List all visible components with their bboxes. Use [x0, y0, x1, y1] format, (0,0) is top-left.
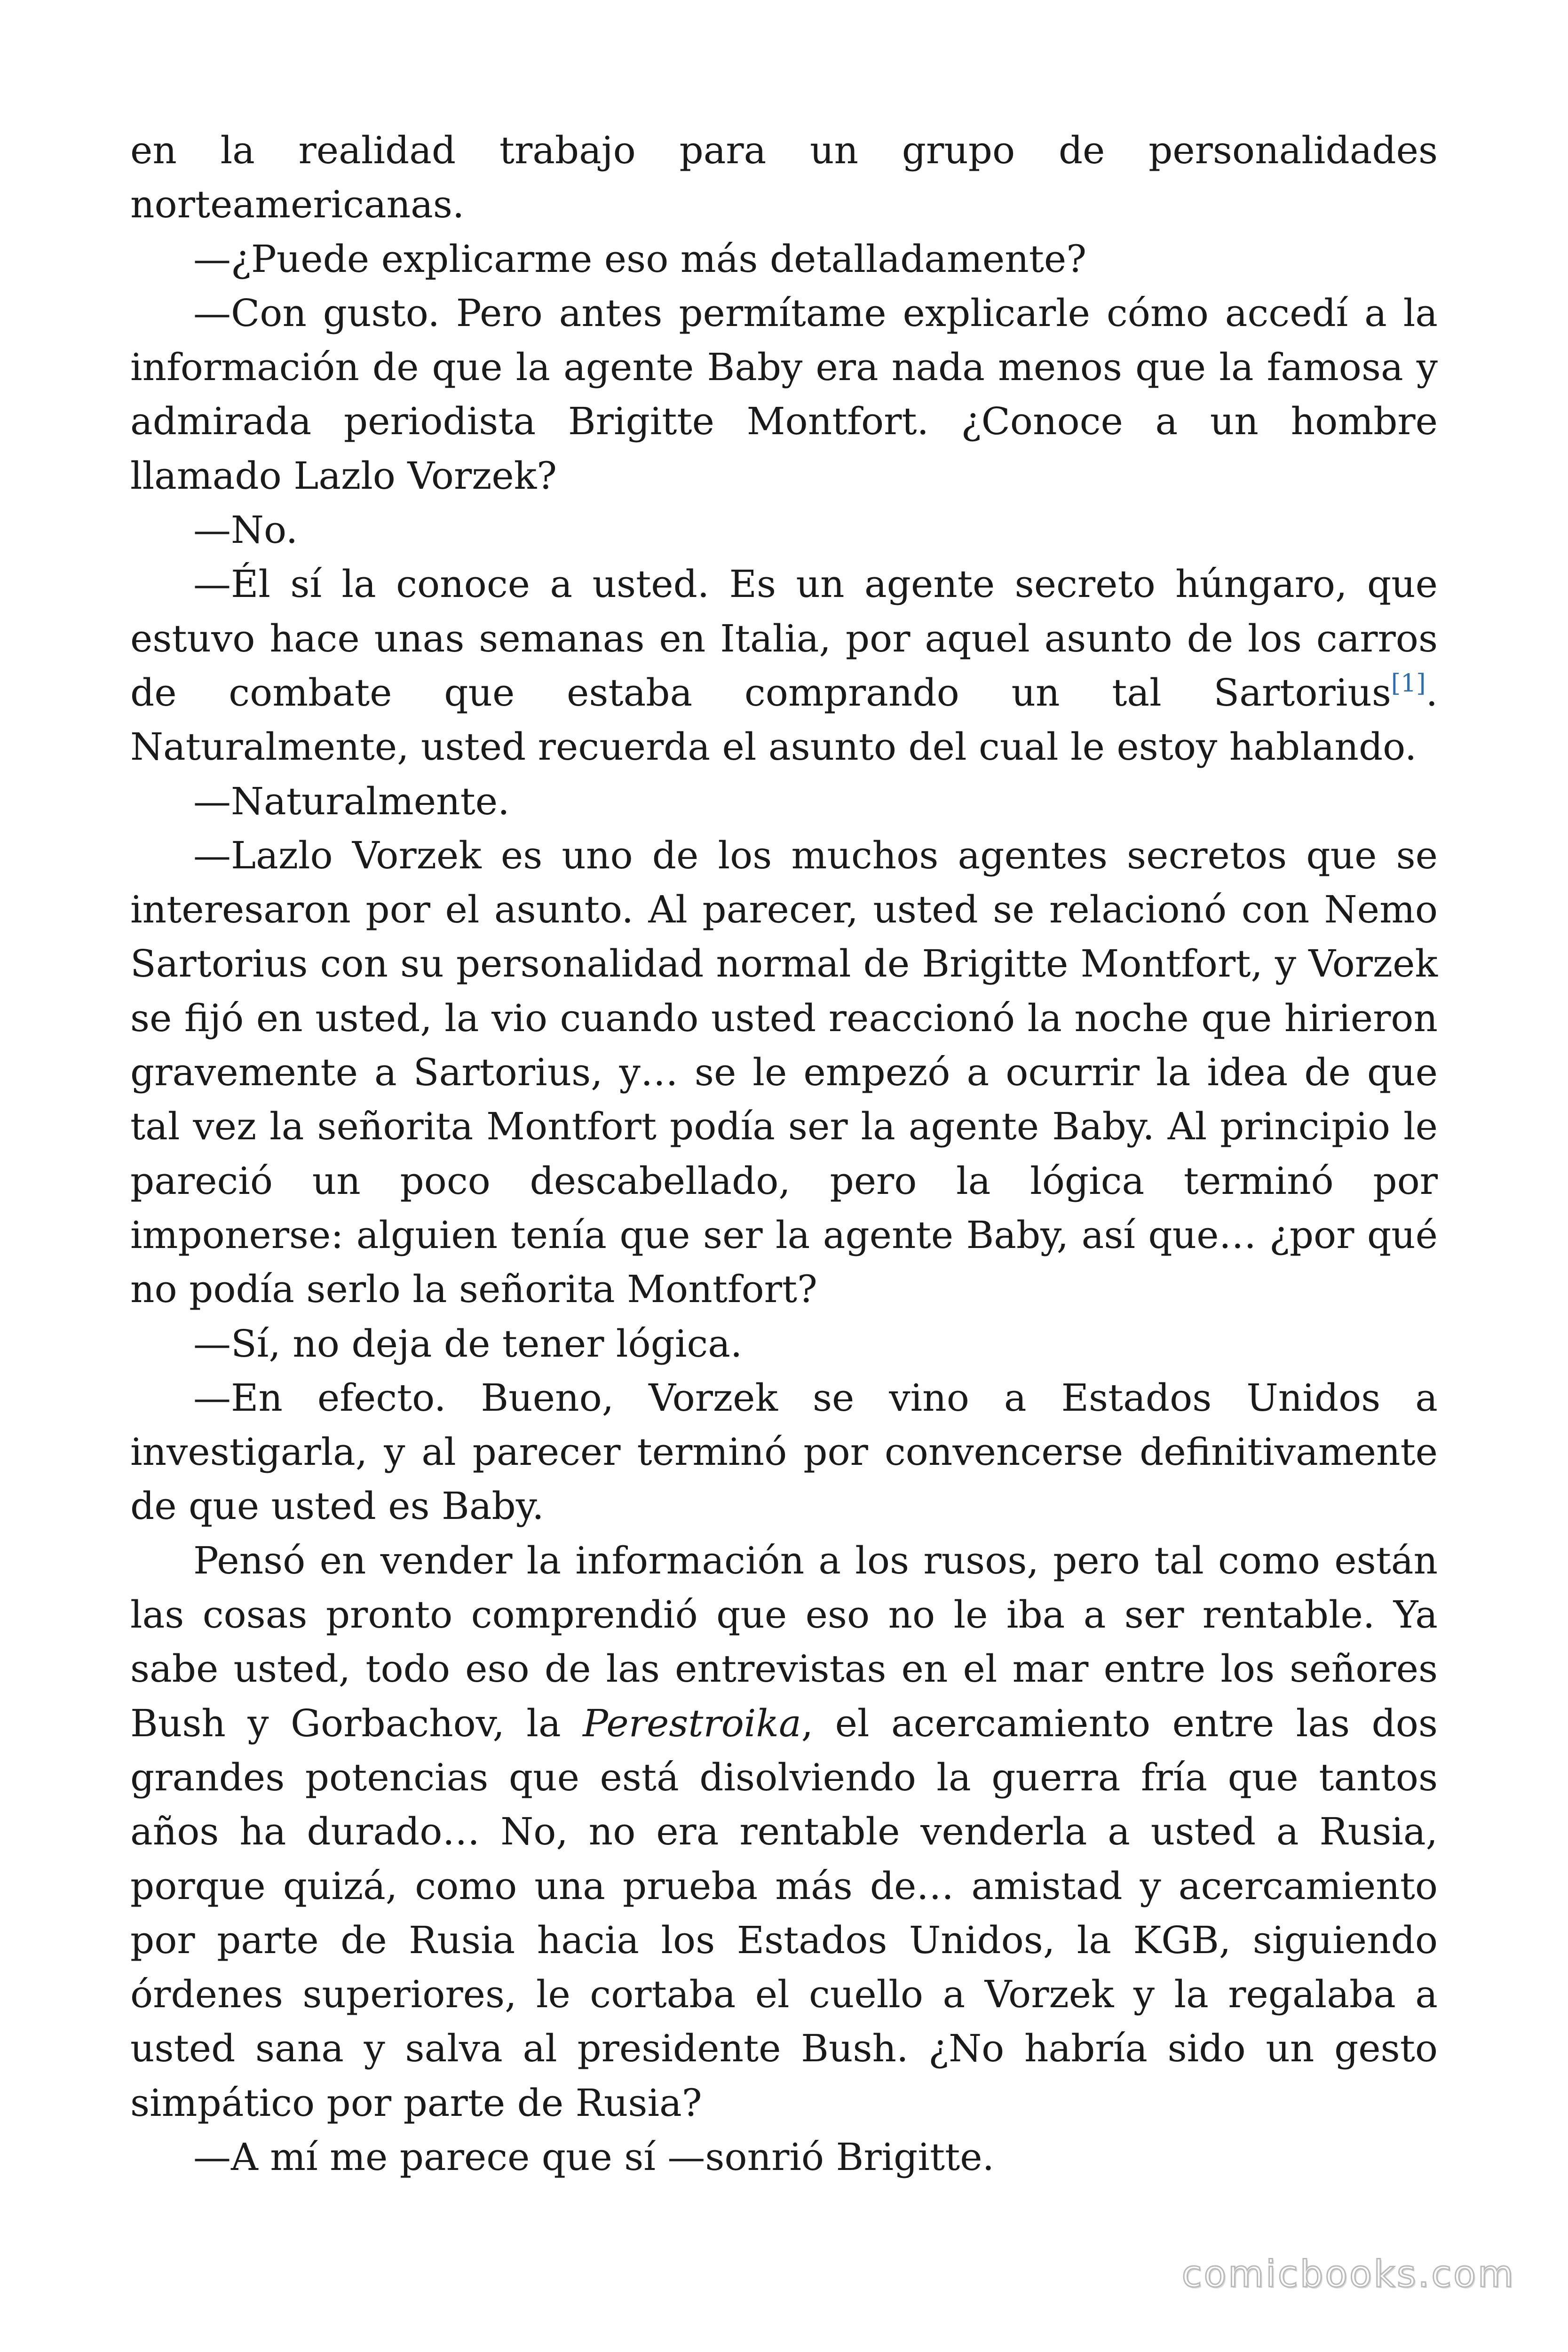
dialogue-paragraph: —Naturalmente.	[193, 779, 510, 823]
paragraph-continuation: en la realidad trabajo para un grupo de personalidades norteamericanas.	[130, 128, 1438, 227]
paragraph-text-before-italic: Pensó en vender la información a los rusos, pero tal como están las cosas pronto comprendió que eso no le iba a ser rentable. Ya sabe usted, todo eso de las entrevistas en el mar entre los señores Bush y Gorbachov, la	[130, 1538, 1438, 1745]
dialogue-paragraph: —Con gusto. Pero antes permítame explicarle cómo accedí a la información de que la agente Baby era nada menos que la famosa y admirada periodista Brigitte Montfort. ¿Conoce a un hombre llamado Lazlo Vorzek?	[130, 291, 1438, 498]
dialogue-paragraph: —¿Puede explicarme eso más detalladamente?	[193, 237, 1087, 281]
watermark-logo: comicbooks.com	[1181, 2253, 1515, 2296]
narrative-paragraph	[130, 1534, 1438, 2130]
paragraph-text-after-footnote: . Naturalmente, usted recuerda el asunto del cual le estoy hablando.	[130, 670, 1438, 769]
dialogue-paragraph-with-footnote	[130, 557, 1438, 774]
dialogue-paragraph: —Lazlo Vorzek es uno de los muchos agentes secretos que se interesaron por el asunto. Al parecer, usted se relacionó con Nemo Sartorius con su personalidad normal de Brigitte Montfort, y Vorzek se fijó en usted, la vio cuando usted reaccionó la noche que hirieron gravemente a Sartorius, y… se le empezó a ocurrir la idea de que tal vez la señorita Montfort podía ser la agente Baby. Al principio le pareció un poco descabellado, pero la lógica terminó por imponerse: alguien tenía que ser la agente Baby, así que… ¿por qué no podía serlo la señorita Montfort?	[130, 833, 1438, 1311]
italic-term: Perestroika	[583, 1701, 801, 1745]
dialogue-paragraph: —Sí, no deja de tener lógica.	[193, 1321, 743, 1366]
body-text	[130, 123, 1438, 2184]
footnote-link[interactable]: [1]	[1391, 669, 1426, 698]
dialogue-paragraph: —A mí me parece que sí —sonrió Brigitte.	[193, 2135, 995, 2179]
paragraph-text-after-italic: , el acercamiento entre las dos grandes potencias que está disolviendo la guerra fría que tantos años ha durado… No, no era rentable venderla a usted a Rusia, porque quizá, como una prueba más de… amistad y acercamiento por parte de Rusia hacia los Estados Unidos, la KGB, siguiendo órdenes superiores, le cortaba el cuello a Vorzek y la regalaba a usted sana y salva al presidente Bush. ¿No habría sido un gesto simpático por parte de Rusia?	[130, 1701, 1438, 2125]
paragraph-text-before-footnote: —Él sí la conoce a usted. Es un agente secreto húngaro, que estuvo hace unas semanas en Italia, por aquel asunto de los carros de combate que estaba comprando un tal Sartorius	[130, 562, 1438, 715]
dialogue-paragraph: —En efecto. Bueno, Vorzek se vino a Estados Unidos a investigarla, y al parecer terminó por convencerse definitivamente de que usted es Baby.	[130, 1375, 1438, 1528]
dialogue-paragraph: —No.	[193, 508, 298, 552]
